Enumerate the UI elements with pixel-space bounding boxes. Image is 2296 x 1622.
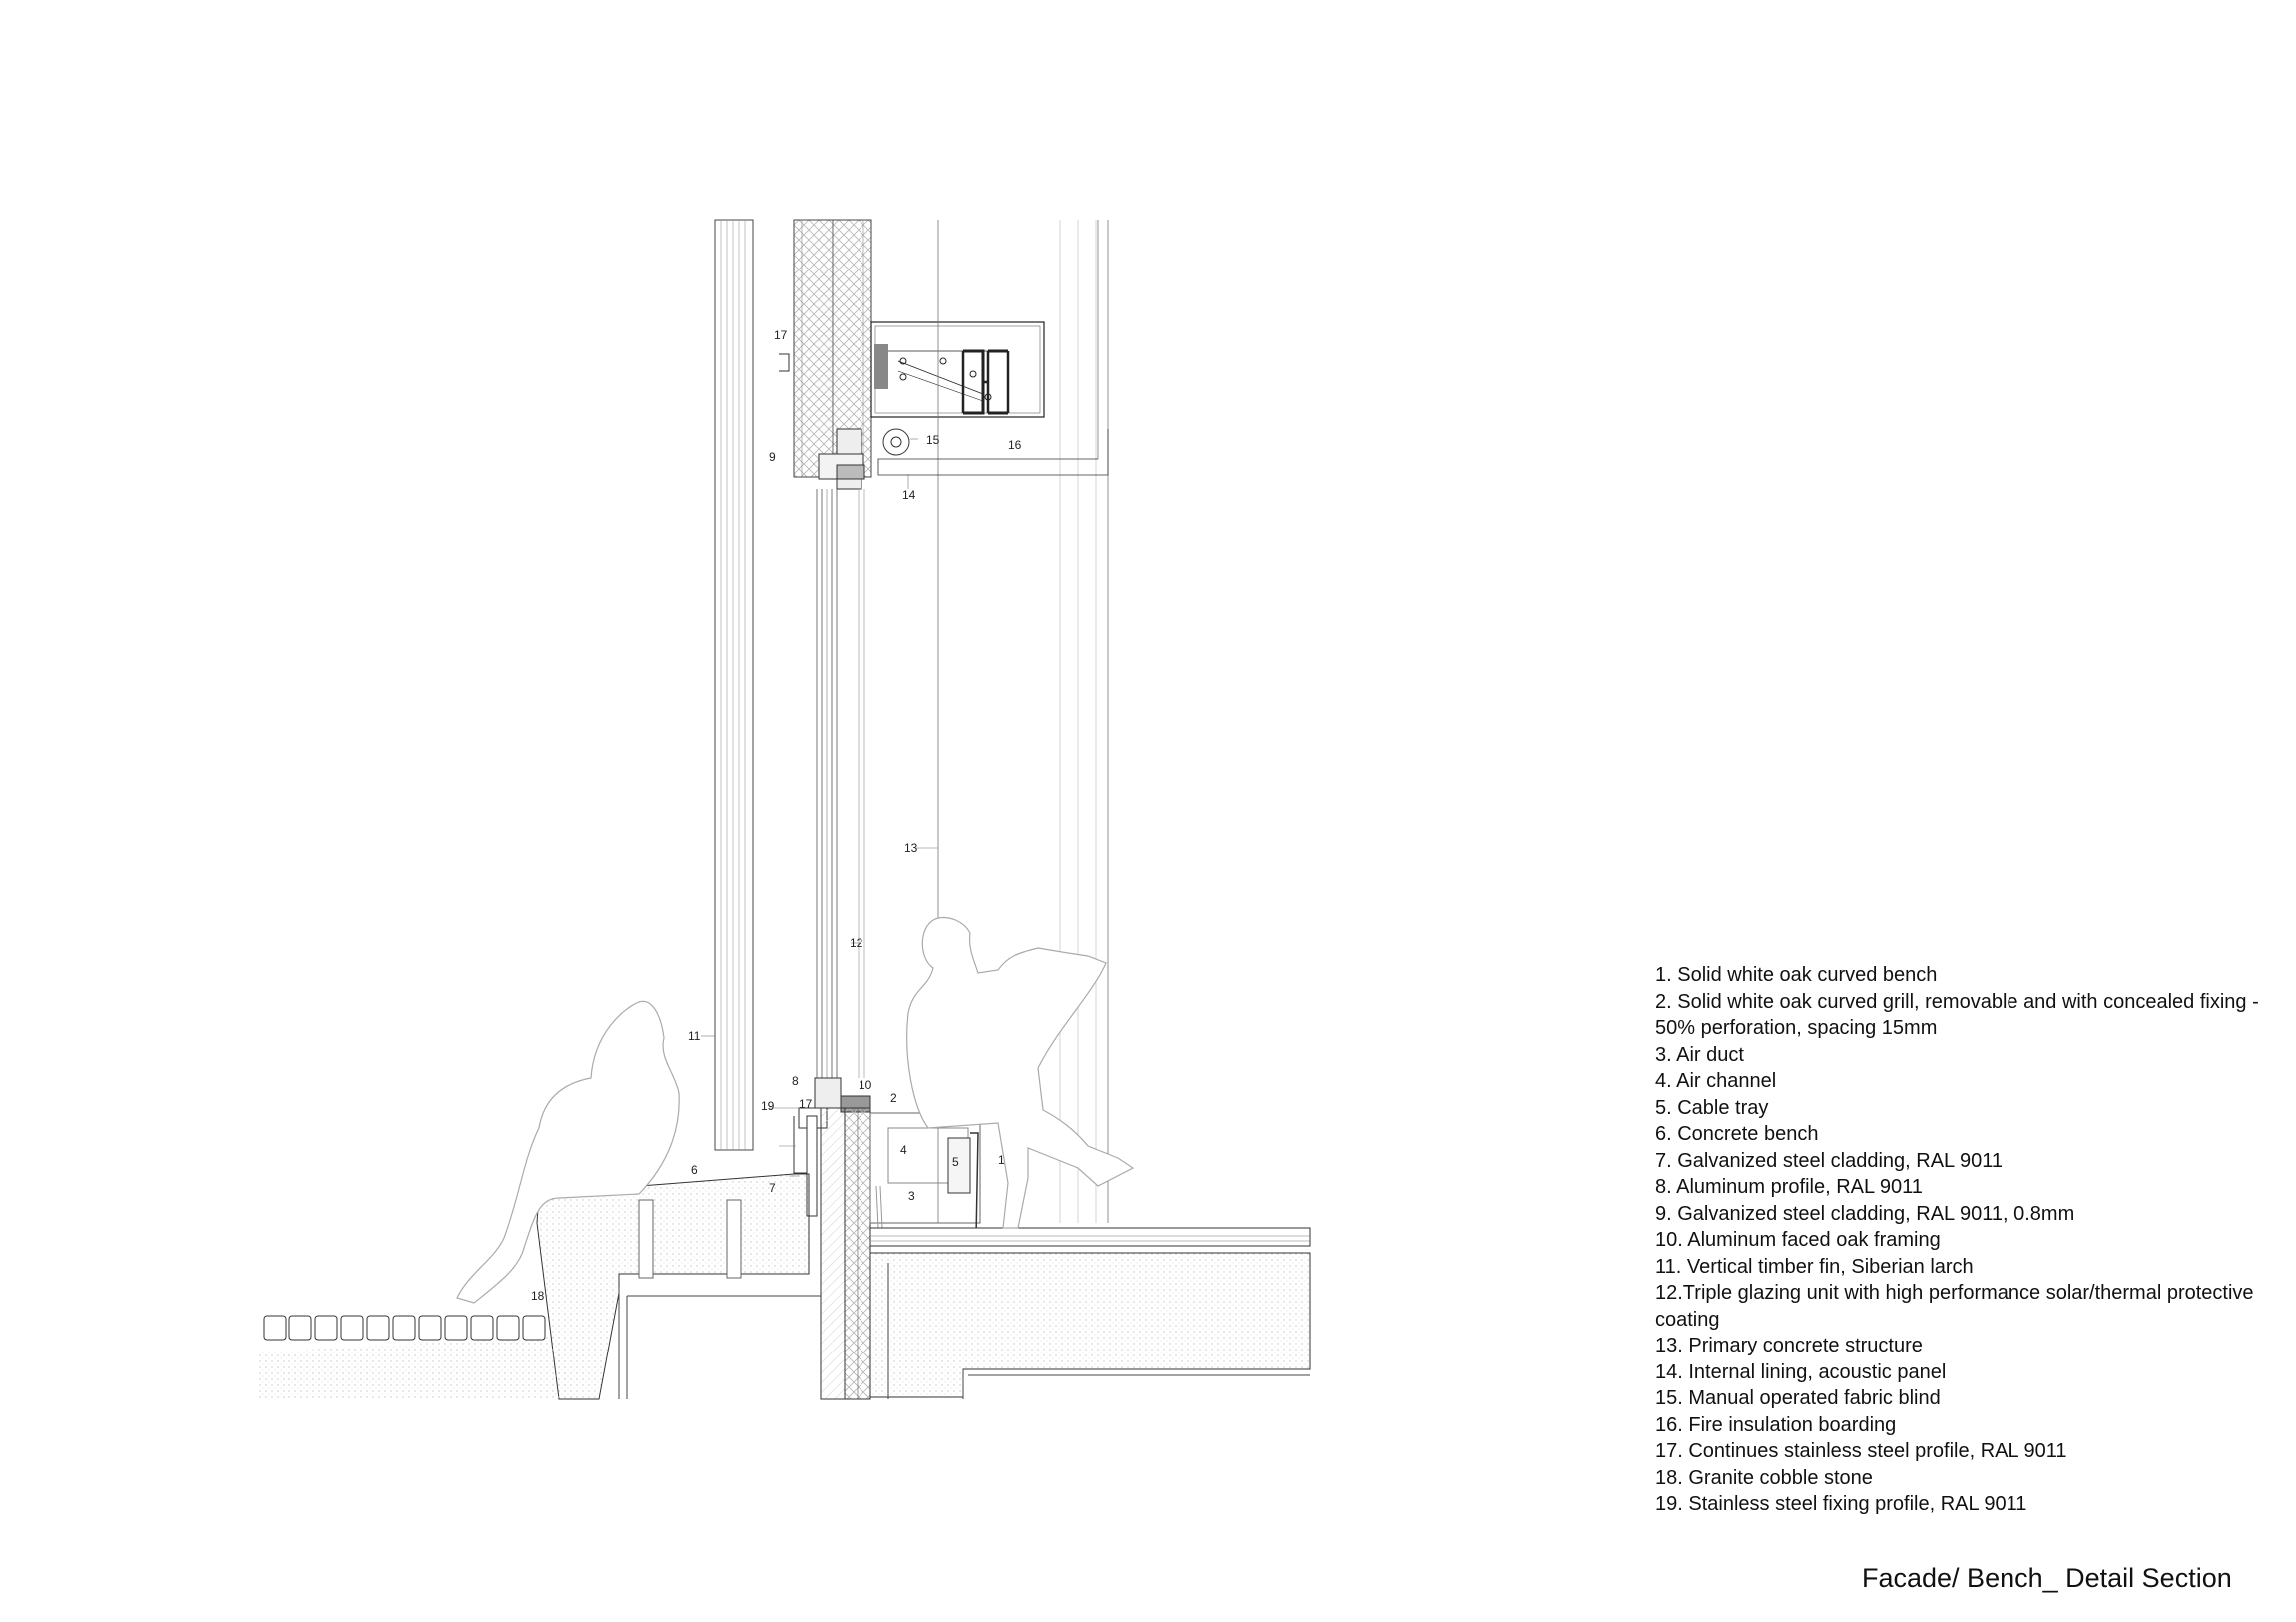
legend-item: 11. Vertical timber fin, Siberian larch [1655, 1255, 1974, 1278]
timber-fin [715, 220, 753, 1150]
callout-17-top: 17 [774, 328, 788, 342]
legend-item: 4. Air channel [1655, 1070, 1777, 1092]
callout-18: 18 [531, 1289, 545, 1303]
oak-bench-assembly [870, 1113, 980, 1238]
lower-wall-insulation [821, 1108, 870, 1399]
callout-2: 2 [890, 1091, 897, 1105]
callout-9: 9 [769, 450, 776, 464]
legend-item: 18. Granite cobble stone [1655, 1466, 1873, 1489]
callout-15: 15 [926, 433, 940, 447]
callout-3: 3 [908, 1189, 915, 1203]
legend-item: 7. Galvanized steel cladding, RAL 9011 [1655, 1149, 2003, 1172]
callout-4: 4 [900, 1143, 907, 1157]
legend-item: 8. Aluminum profile, RAL 9011 [1655, 1176, 1923, 1198]
callout-6: 6 [691, 1163, 698, 1177]
steel-beam-bracket [871, 322, 1044, 417]
callout-1: 1 [998, 1153, 1005, 1167]
legend-item: 13. Primary concrete structure [1655, 1335, 1923, 1356]
callout-17-lower: 17 [799, 1097, 813, 1111]
legend-item: 17. Continues stainless steel profile, RAL 9011 [1655, 1440, 2067, 1462]
legend-item: 3. Air duct [1655, 1043, 1744, 1066]
legend-item: 9. Galvanized steel cladding, RAL 9011, 0.8mm [1655, 1202, 2075, 1225]
seated-figure-interior [907, 918, 1133, 1228]
legend-item: 14. Internal lining, acoustic panel [1655, 1360, 1947, 1383]
interior-floor [870, 1228, 1310, 1399]
granite-cobbles [258, 1316, 574, 1399]
legend-item: 10. Aluminum faced oak framing [1655, 1229, 1941, 1251]
callout-12: 12 [850, 936, 863, 950]
legend-item: 16. Fire insulation boarding [1655, 1413, 1897, 1436]
legend-list [1655, 962, 2274, 1518]
sheet-title: Facade/ Bench_ Detail Section [1862, 1563, 2232, 1593]
callout-13: 13 [904, 841, 918, 855]
legend-item: 5. Cable tray [1655, 1096, 1769, 1119]
triple-glazing [817, 489, 864, 1078]
callout-7: 7 [769, 1181, 776, 1195]
legend-item: 12.Triple glazing unit with high performance solar/thermal protective coating [1655, 1282, 2254, 1331]
callout-11: 11 [688, 1029, 701, 1043]
callout-14: 14 [902, 488, 916, 502]
legend-item: 19. Stainless steel fixing profile, RAL 9011 [1655, 1493, 2027, 1515]
callout-10: 10 [859, 1078, 872, 1092]
legend-item: 2. Solid white oak curved grill, removable and with concealed fixing - 50% perforation, spacing 15mm [1655, 990, 2259, 1039]
legend-item: 6. Concrete bench [1655, 1123, 1819, 1145]
callout-8: 8 [792, 1074, 799, 1088]
legend-item: 15. Manual operated fabric blind [1655, 1387, 1941, 1409]
callout-19: 19 [761, 1099, 775, 1113]
callout-5: 5 [952, 1155, 959, 1169]
concrete-bench [537, 1174, 821, 1399]
legend-item: 1. Solid white oak curved bench [1655, 964, 1938, 986]
callout-16: 16 [1008, 438, 1022, 452]
